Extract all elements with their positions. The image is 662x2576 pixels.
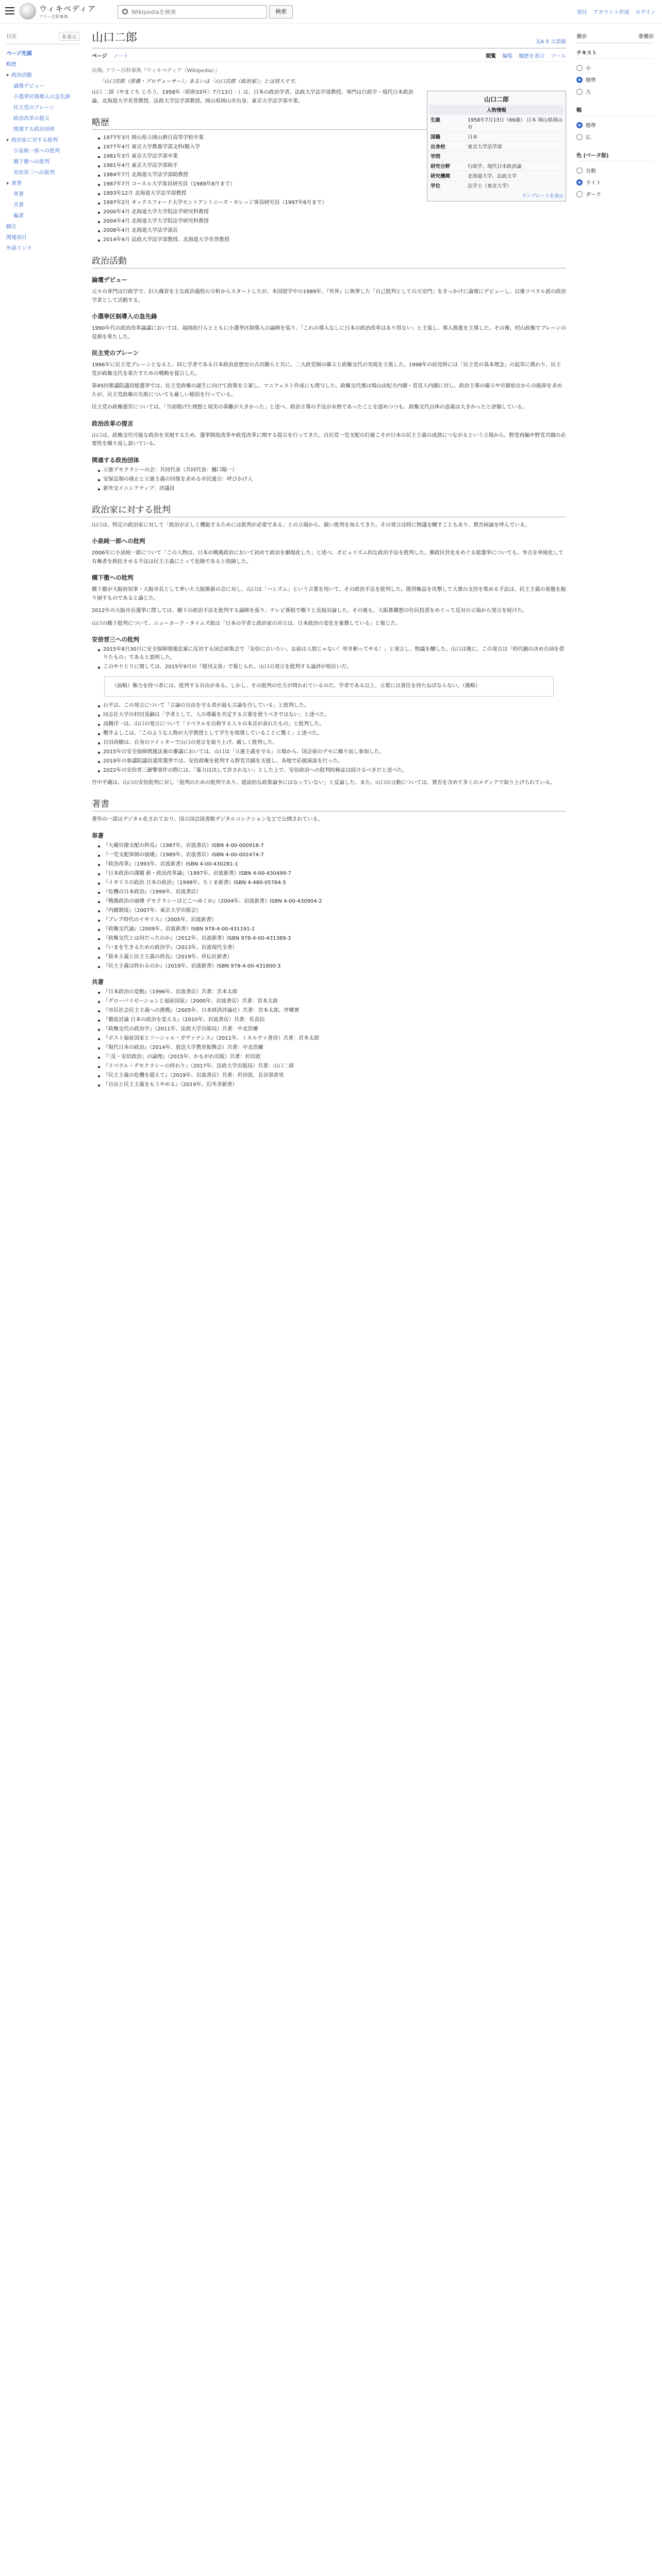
radio-icon bbox=[576, 122, 583, 128]
paragraph: 2006年に小泉純一郎について「この人物は、日本の戦後政治において初めて政治を劇場化した」と述べ、ポピュリズム的な政治手法を批判した。郵政民営化をめぐる総選挙についても、争点を単純化して有権者を熱狂させる手法は民主主義にとって危険であると指摘した。 bbox=[92, 550, 564, 565]
radio-icon bbox=[576, 191, 583, 197]
toc-item[interactable] bbox=[6, 48, 79, 59]
search-input[interactable] bbox=[118, 5, 267, 19]
radio-icon bbox=[576, 65, 583, 71]
paragraph: 著作の一部はデジタル化されており、国立国会図書館デジタルコレクションなどで公開されている。 bbox=[92, 817, 323, 822]
paragraph: 橋下徹が大阪府知事・大阪市長として率いた大阪維新の会に対し、山口は「ハシズム」という言葉を用いて、その政治手法を批判した。既得権益を攻撃して大衆の支持を集める手法は、民主主義の基盤を掘り崩すものであると論じた。 bbox=[92, 587, 566, 601]
toc-item-label: ページ先頭 bbox=[6, 51, 32, 57]
toc-item[interactable] bbox=[6, 92, 79, 103]
paragraph: 元々の専門は行政学で、旧大蔵省を主な政治過程の分析からスタートしたが、米国留学中の1989年、『世界』に執筆した「自己批判としての天安門」をきっかけに論壇にデビューし、以後リベラル派の政治学者として活動する。 bbox=[92, 289, 566, 303]
infobox-key: 生誕 bbox=[431, 117, 441, 123]
radio-label: ダーク bbox=[586, 192, 601, 198]
user-link[interactable]: アカウント作成 bbox=[593, 10, 630, 15]
subsection-heading: 論壇デビュー bbox=[92, 276, 127, 283]
chevron-down-icon[interactable]: ▾ bbox=[6, 138, 9, 143]
user-link[interactable]: 寄付 bbox=[576, 10, 587, 15]
toc-item[interactable] bbox=[6, 103, 79, 113]
list-item: 『グローバリゼーションと福祉国家』（2000年、岩波書店）共著：宮本太郎 bbox=[98, 997, 566, 1006]
hatnote: 「山口次郎（俳優・プロデューサー）」あるいは「山口次郎（政治家）」とは別人です。 bbox=[99, 79, 300, 84]
infobox-row bbox=[429, 114, 564, 131]
subsection-heading: 小選挙区制導入の急先鋒 bbox=[92, 313, 157, 320]
list-item: 『一党支配体制の崩壊』（1989年、岩波書店）ISBN 4-00-002474-7 bbox=[98, 851, 566, 859]
chevron-down-icon[interactable]: ▾ bbox=[6, 181, 9, 187]
radio-label: 小 bbox=[586, 66, 591, 72]
appearance-section bbox=[576, 48, 654, 97]
paragraph: 山口は、特定の政治家に対して「政治が正しく機能するためには批判が必要である」との立場から、鋭い批判を加えてきた。その発言は時に物議を醸すこともあり、賛否両論を呼んでいる。 bbox=[92, 522, 530, 528]
infobox-key: 学問 bbox=[431, 154, 441, 160]
list-item: 2015年の安全保障関連法案の審議においては、山口は「立憲主義を守る」立場から、国会前のデモに繰り返し参加した。 bbox=[98, 748, 566, 756]
list-item: 1987年7月 コーネル大学客員研究員（1989年8月まで） bbox=[98, 180, 566, 189]
paragraph: 1990年代の政治改革論議においては、福岡政行らとともに小選挙区制導入の論陣を張り、「これの導入なしに日本の政治改革はあり得ない」と主張し、導入推進を主導した。その後、村山政権でブレーンの役割を果たした。 bbox=[92, 326, 566, 340]
list-item: 『民主主義の危機を超えて』（2019年、岩波書店）共著：杉田敦、長谷部恭男 bbox=[98, 1072, 566, 1080]
appearance-sections bbox=[576, 48, 654, 200]
appearance-hide-button[interactable]: 非表示 bbox=[638, 34, 654, 40]
blockquote: （前略）権力を持つ者には、批判する自由がある。しかし、その批判の仕方が問われているのだ。学者である以上、言葉には責任を持たねばならない。（後略） bbox=[104, 676, 554, 697]
list-item: 1981年4月 東京大学法学部助手 bbox=[98, 162, 566, 170]
toc-item-label: 関連する政治団体 bbox=[13, 127, 55, 132]
infobox-key: 出身校 bbox=[431, 144, 445, 150]
radio-label: 標準 bbox=[586, 78, 596, 83]
infobox-key: 国籍 bbox=[431, 134, 441, 140]
list-item: 『危機の日本政治』（1999年、岩波書店） bbox=[98, 888, 566, 896]
toc-item-label: 小選挙区制導入の急先鋒 bbox=[13, 94, 70, 100]
toc-list bbox=[6, 48, 79, 254]
paragraph: 山口は、政権交代可能な政治を実現するため、選挙制度改革や政党改革に関する提言を行ってきた。自民党一党支配の打破こそが日本の民主主義の成熟につながるという立場から、野党再編や野党共闘の必要性を繰り返し説いている。 bbox=[92, 432, 566, 447]
tab-view-2[interactable]: 履歴を表示 bbox=[519, 54, 545, 59]
list-item: 高橋洋一は、山口の発言について「リベラルを自称する人々の本音が表れたもの」と批判した。 bbox=[98, 720, 566, 728]
toc-item-label: 共著 bbox=[13, 202, 24, 208]
toc-item-label: 脚注 bbox=[6, 224, 16, 230]
subsection-heading: 単著 bbox=[92, 832, 104, 839]
radio-label: ライト bbox=[586, 180, 601, 186]
bullet-list bbox=[98, 646, 566, 671]
list-item: 1984年7月 北海道大学法学部助教授 bbox=[98, 171, 566, 179]
list-item: 2015年8月30日に安全保障関連法案に反対する国会前集会で「安倍に言いたい。お前は人間じゃない！叩き斬ってやる！」と発言し、物議を醸した。山口は後に、この発言は「時代劇の決め台詞を借りたもの」であると説明した。 bbox=[98, 646, 566, 662]
logo-subtitle: フリー百科事典 bbox=[39, 14, 68, 19]
list-item: 『内閣制度』（2007年、東京大学出版会） bbox=[98, 907, 566, 915]
list-item: 新外交イニシアティブ：評議員 bbox=[98, 485, 566, 493]
toc-item-label: 編著 bbox=[13, 213, 24, 219]
list-item: 『現代日本の政治』（2014年、放送大学教育振興会）共著：中北浩爾 bbox=[98, 1044, 566, 1052]
section-heading: 政治家に対する批判 bbox=[92, 502, 566, 517]
toc-item-label: 安倍晋三への批判 bbox=[13, 170, 55, 176]
tab-1[interactable]: ノート bbox=[113, 54, 129, 59]
toc-item-label: 政治改革の提言 bbox=[13, 116, 49, 122]
paragraph: 山口の橋下批判について、ニューヨーク・タイムズ紙は「日本の学者と政治家の対立は、日本政治の変化を象徴している」と報じた。 bbox=[92, 620, 401, 626]
search-button[interactable]: 検索 bbox=[269, 5, 293, 19]
toc-item-label: 外部リンク bbox=[6, 246, 32, 251]
list-item: 立憲デモクラシーの会：共同代表（共同代表：樋口陽一） bbox=[98, 466, 566, 474]
list-item: 『政治改革』（1993年、岩波新書）ISBN 4-00-430281-1 bbox=[98, 860, 566, 869]
paragraph: 2012年の大阪市長選挙に際しては、橋下の政治手法を批判する論陣を張り、テレビ番組で橋下と直接対論した。その後も、大阪都構想の住民投票をめぐって反対の立場から発言を続けた。 bbox=[92, 608, 528, 614]
section-heading: 略歴 bbox=[92, 115, 566, 130]
list-item: 『自由と民主主義をもうやめる』（2019年、幻冬舎新書） bbox=[98, 1081, 566, 1089]
logo-title: ウィキペディア bbox=[39, 4, 96, 13]
tab-0[interactable]: ページ bbox=[92, 54, 107, 59]
search-placeholder: Wikipediaを検索 bbox=[131, 9, 176, 15]
main-content bbox=[92, 29, 566, 1093]
appearance-section-title: テキスト bbox=[576, 48, 654, 59]
appearance-radio[interactable] bbox=[576, 119, 654, 131]
section-heading: 政治活動 bbox=[92, 253, 566, 268]
bullet-list bbox=[98, 842, 566, 971]
list-item: 2019年の参議院議員通常選挙では、安倍政権を批判する野党共闘を支援し、各地で応援演説を行った。 bbox=[98, 757, 566, 766]
language-button[interactable]: 文A 5 言語版 bbox=[535, 39, 566, 45]
main-menu-icon[interactable] bbox=[5, 7, 14, 14]
appearance-radio[interactable] bbox=[576, 164, 654, 176]
radio-label: 標準 bbox=[586, 123, 596, 129]
site-header bbox=[0, 0, 662, 24]
list-item: 『日本政治の変動』（1996年、岩波書店）共著：宮本太郎 bbox=[98, 988, 566, 996]
infobox-value: 日本 bbox=[468, 134, 478, 140]
site-sub: 出典: フリー百科事典『ウィキペディア（Wikipedia）』 bbox=[92, 68, 220, 74]
toc-hide-button[interactable]: 非表示 bbox=[59, 32, 79, 41]
subsection-heading: 政治改革の提言 bbox=[92, 419, 134, 427]
subsection-heading: 関連する政治団体 bbox=[92, 456, 139, 464]
list-item: 『リベラル・デモクラシーの終わり』（2017年、法政大学出版局）共著：山口二郎 bbox=[98, 1062, 566, 1071]
paragraph: 1996年に民主党ブレーンとなると、同じ学者である日本政治思想史の吉田徹らと共に、二大政党制の確立と政権交代の実現を主張した。1998年の結党時には「民主党の基本理念」の起草に携わり、民主党が政権交代を果たすための戦略を提言した。 bbox=[92, 362, 561, 377]
appearance-radio[interactable] bbox=[576, 176, 654, 188]
radio-icon bbox=[576, 77, 583, 83]
infobox-value: 北海道大学、法政大学 bbox=[468, 174, 517, 179]
subsection-heading: 民主党のブレーン bbox=[92, 349, 139, 357]
radio-icon bbox=[576, 89, 583, 95]
toc-item-label: 小泉純一郎への批判 bbox=[13, 148, 60, 154]
subsection-heading: 安倍晋三への批判 bbox=[92, 636, 139, 643]
infobox-key: 研究分野 bbox=[431, 164, 451, 170]
toc-item[interactable] bbox=[6, 178, 79, 189]
appearance-radio[interactable] bbox=[576, 188, 654, 200]
view-tabs bbox=[486, 52, 566, 59]
list-item: 『政権交代の政治学』（2011年、法政大学出版局）共著：中北浩爾 bbox=[98, 1025, 566, 1033]
list-item: 1977年3月 岡山県立岡山朝日高等学校卒業 bbox=[98, 134, 566, 142]
appearance-section-title: 幅 bbox=[576, 106, 654, 116]
toc-item-label: 民主党のブレーン bbox=[13, 105, 55, 111]
list-item: 『大蔵官僚支配の終焉』（1987年、岩波書店）ISBN 4-00-000918-7 bbox=[98, 842, 566, 850]
list-item: 2008年4月 北海道大学法学部長 bbox=[98, 227, 566, 235]
user-link[interactable]: ログイン bbox=[635, 10, 656, 15]
toc-item[interactable] bbox=[6, 146, 79, 157]
list-item: 同志社大学の村田晃嗣は「学者として、人の尊厳を否定する言葉を使うべきではない」と述べた。 bbox=[98, 711, 566, 719]
toc-item-label: 政治活動 bbox=[11, 73, 32, 78]
appearance-section-title: 色 (ベータ版) bbox=[576, 151, 654, 161]
infobox-value: 行政学、現代日本政治論 bbox=[468, 164, 522, 170]
appearance-radio[interactable] bbox=[576, 86, 654, 97]
namespace-tabs bbox=[92, 52, 129, 59]
toc-heading: 目次 bbox=[6, 34, 16, 40]
infobox-name: 山口二郎 bbox=[484, 96, 509, 103]
infobox-value: 東京大学法学部 bbox=[468, 144, 502, 150]
infobox-subheader: 人物情報 bbox=[429, 105, 564, 114]
list-item: 『イギリスの政治 日本の政治』（1998年、ちくま新書）ISBN 4-480-05764-5 bbox=[98, 879, 566, 887]
infobox-key: 学位 bbox=[431, 183, 441, 189]
appearance-radio[interactable] bbox=[576, 74, 654, 86]
toc-item[interactable] bbox=[6, 167, 79, 178]
toc-item[interactable] bbox=[6, 222, 79, 232]
section-heading: 著書 bbox=[92, 796, 566, 811]
article-body bbox=[92, 115, 566, 1089]
list-item: 『戦後政治の崩壊 デモクラシーはどこへゆくか』（2004年、岩波新書）ISBN 4-00-430904-2 bbox=[98, 897, 566, 906]
subsection-heading: 橋下徹への批判 bbox=[92, 574, 134, 581]
chevron-down-icon[interactable]: ▾ bbox=[6, 73, 9, 78]
list-item: 『市民社会民主主義への挑戦』（2005年、日本経済評論社）共著：宮本太郎、坪郷實 bbox=[98, 1007, 566, 1015]
radio-label: 自動 bbox=[586, 168, 596, 174]
toc-item[interactable] bbox=[6, 70, 79, 81]
search-icon bbox=[122, 9, 128, 14]
toc-item[interactable] bbox=[6, 243, 79, 254]
appearance-radio[interactable] bbox=[576, 131, 654, 143]
radio-icon bbox=[576, 134, 583, 140]
list-item: 1993年12月 北海道大学法学部教授 bbox=[98, 190, 566, 198]
infobox-value: 法学士（東京大学） bbox=[468, 183, 512, 189]
page-tabs bbox=[92, 52, 566, 62]
toc-item[interactable] bbox=[6, 189, 79, 200]
toc-item-label: 著書 bbox=[11, 181, 22, 187]
list-item: このやりとりに関しては、2015年9月の『週刊文春』で報じられ、山口の発言を批判する論評が相次いだ。 bbox=[98, 663, 566, 671]
list-item: 1981年3月 東京大学法学部卒業 bbox=[98, 152, 566, 161]
paragraph: 竹中平蔵は、山口の安倍批判に対し「批判のための批判であり、建設的な政策論争にはなっていない」と反論した。また、山口の言動については、賛否を含めて多くのメディアで取り上げられている。 bbox=[92, 779, 556, 786]
toc-item[interactable] bbox=[6, 113, 79, 124]
toc-item-label: 橋下徹への批判 bbox=[13, 159, 49, 165]
bullet-list bbox=[98, 466, 566, 493]
wikipedia-logo[interactable] bbox=[20, 3, 96, 20]
list-item: 『民主主義は終わるのか』（2019年、岩波新書）ISBN 978-4-00-431800-3 bbox=[98, 962, 566, 971]
tab-view-1[interactable]: 編集 bbox=[502, 54, 513, 59]
bullet-list bbox=[98, 702, 566, 775]
toc-item[interactable] bbox=[6, 211, 79, 222]
toc-item[interactable] bbox=[6, 135, 79, 146]
toc-item-label: 政治家に対する批判 bbox=[11, 138, 58, 143]
list-item: 百田尚樹は、自身のツイッターで山口の発言を取り上げ、厳しく批判した。 bbox=[98, 739, 566, 747]
list-item: 『いまを生きるための政治学』（2013年、岩波現代全書） bbox=[98, 944, 566, 952]
toc-item[interactable] bbox=[6, 232, 79, 243]
list-item: 『政権交代論』（2009年、岩波新書）ISBN 978-4-00-431191-2 bbox=[98, 925, 566, 934]
subsection-heading: 小泉純一郎への批判 bbox=[92, 537, 145, 545]
infobox-key: 研究機関 bbox=[431, 174, 451, 179]
toc-item[interactable] bbox=[6, 200, 79, 211]
list-item: 1997年2月 オックスフォード大学セントアントニーズ・カレッジ客員研究員（1997年6月まで） bbox=[98, 199, 566, 207]
user-links bbox=[577, 8, 656, 15]
radio-label: 大 bbox=[586, 90, 591, 95]
page-title: 山口二郎 bbox=[92, 31, 138, 44]
toc-sidebar bbox=[6, 32, 79, 254]
list-item: 『ブレア時代のイギリス』（2005年、岩波新書） bbox=[98, 916, 566, 924]
appearance-heading: 表示 bbox=[576, 34, 587, 40]
list-item: 1977年4月 東京大学教養学部文科Ⅰ類入学 bbox=[98, 143, 566, 151]
list-item: 2014年4月 法政大学法学部教授、北海道大学名誉教授 bbox=[98, 236, 566, 244]
radio-label: 広 bbox=[586, 135, 591, 141]
infobox-value: 1958年7月13日（66歳） 日本 岡山県岡山市 bbox=[468, 117, 562, 130]
list-item: 『徹底討論 日本の政治を変える』（2010年、岩波書店）共著：佐高信 bbox=[98, 1016, 566, 1024]
radio-icon bbox=[576, 167, 583, 174]
appearance-section bbox=[576, 106, 654, 143]
list-item: 2000年4月 北海道大学大学院法学研究科教授 bbox=[98, 208, 566, 216]
paragraph: 第45回衆議院議員総選挙では、民主党政権の誕生に向けて政策を立案し、マニフェスト作成にも関与した。政権交代後は鳩山由紀夫内閣・菅直人内閣に対し、政治主導の確立や官僚依存からの脱却を求めたが、民主党政権の失敗についても厳しい総括を行っている。 bbox=[92, 383, 562, 398]
list-item: 安保法制の廃止と立憲主義の回復を求める市民連合：呼びかけ人 bbox=[98, 476, 566, 484]
tab-view-3[interactable]: ツール bbox=[551, 54, 566, 59]
list-item: 『ポスト福祉国家とソーシャル・ガヴァナンス』（2011年、ミネルヴァ書房）共著：宮本太郎 bbox=[98, 1035, 566, 1043]
toc-item[interactable] bbox=[6, 81, 79, 92]
list-item: 石平は、この発言について「言論の自由を守る者が最も言論を汚している」と批判した。 bbox=[98, 702, 566, 710]
toc-item[interactable] bbox=[6, 124, 79, 135]
toc-item-label: 略歴 bbox=[6, 62, 16, 67]
appearance-section bbox=[576, 151, 654, 200]
list-item: 2004年4月 北海道大学大学院法学研究科教授 bbox=[98, 217, 566, 226]
list-item: 『日本政治の課題 新・政治改革論』（1997年、岩波新書）ISBN 4-00-430499-7 bbox=[98, 870, 566, 878]
paragraph: 民主党の政権運営については、「当初掲げた理想と現実の乖離が大きかった」と述べ、政治主導の手法が未熟であったことを認めつつも、政権交代自体の意義は大きかったと評価している。 bbox=[92, 404, 527, 410]
subsection-heading: 共著 bbox=[92, 978, 104, 986]
globe-icon bbox=[20, 3, 36, 20]
tab-view-0[interactable]: 閲覧 bbox=[486, 54, 496, 59]
list-item: 櫻井よしこは、「このような人物が大学教授として学生を指導していることに驚く」と述べた。 bbox=[98, 730, 566, 738]
lead-paragraph: 山口 二郎（やまぐち じろう、1958年〈昭和33年〉7月13日 - ）は、日本の政治学者、法政大学法学部教授。専門は行政学・現代日本政治論。北海道大学名誉教授、法政大学法学部教授。岡山県岡山市出身。東京大学法学部卒業。 bbox=[92, 90, 413, 104]
radio-icon bbox=[576, 179, 583, 185]
list-item: 2022年の安倍晋三銃撃事件の際には、「暴力は決して許されない」とした上で、安倍政治への批判的検証は続けるべきだと述べた。 bbox=[98, 767, 566, 775]
list-item: 『政権交代とは何だったのか』（2012年、岩波新書）ISBN 978-4-00-431389-3 bbox=[98, 935, 566, 943]
infobox-template-link[interactable]: テンプレートを表示 bbox=[522, 194, 564, 199]
toc-item-label: 単著 bbox=[13, 192, 24, 197]
toc-item[interactable] bbox=[6, 59, 79, 70]
toc-item-label: 関連項目 bbox=[6, 235, 27, 241]
toc-item[interactable] bbox=[6, 157, 79, 167]
appearance-radio[interactable] bbox=[576, 62, 654, 74]
toc-item-label: 論壇デビュー bbox=[13, 83, 44, 89]
list-item: 『「反・安倍政治」の論理』（2015年、かもがわ出版）共著：杉田敦 bbox=[98, 1053, 566, 1061]
appearance-panel bbox=[576, 32, 654, 208]
bullet-list bbox=[98, 988, 566, 1089]
list-item: 『資本主義と民主主義の終焉』（2019年、祥伝社新書） bbox=[98, 953, 566, 961]
